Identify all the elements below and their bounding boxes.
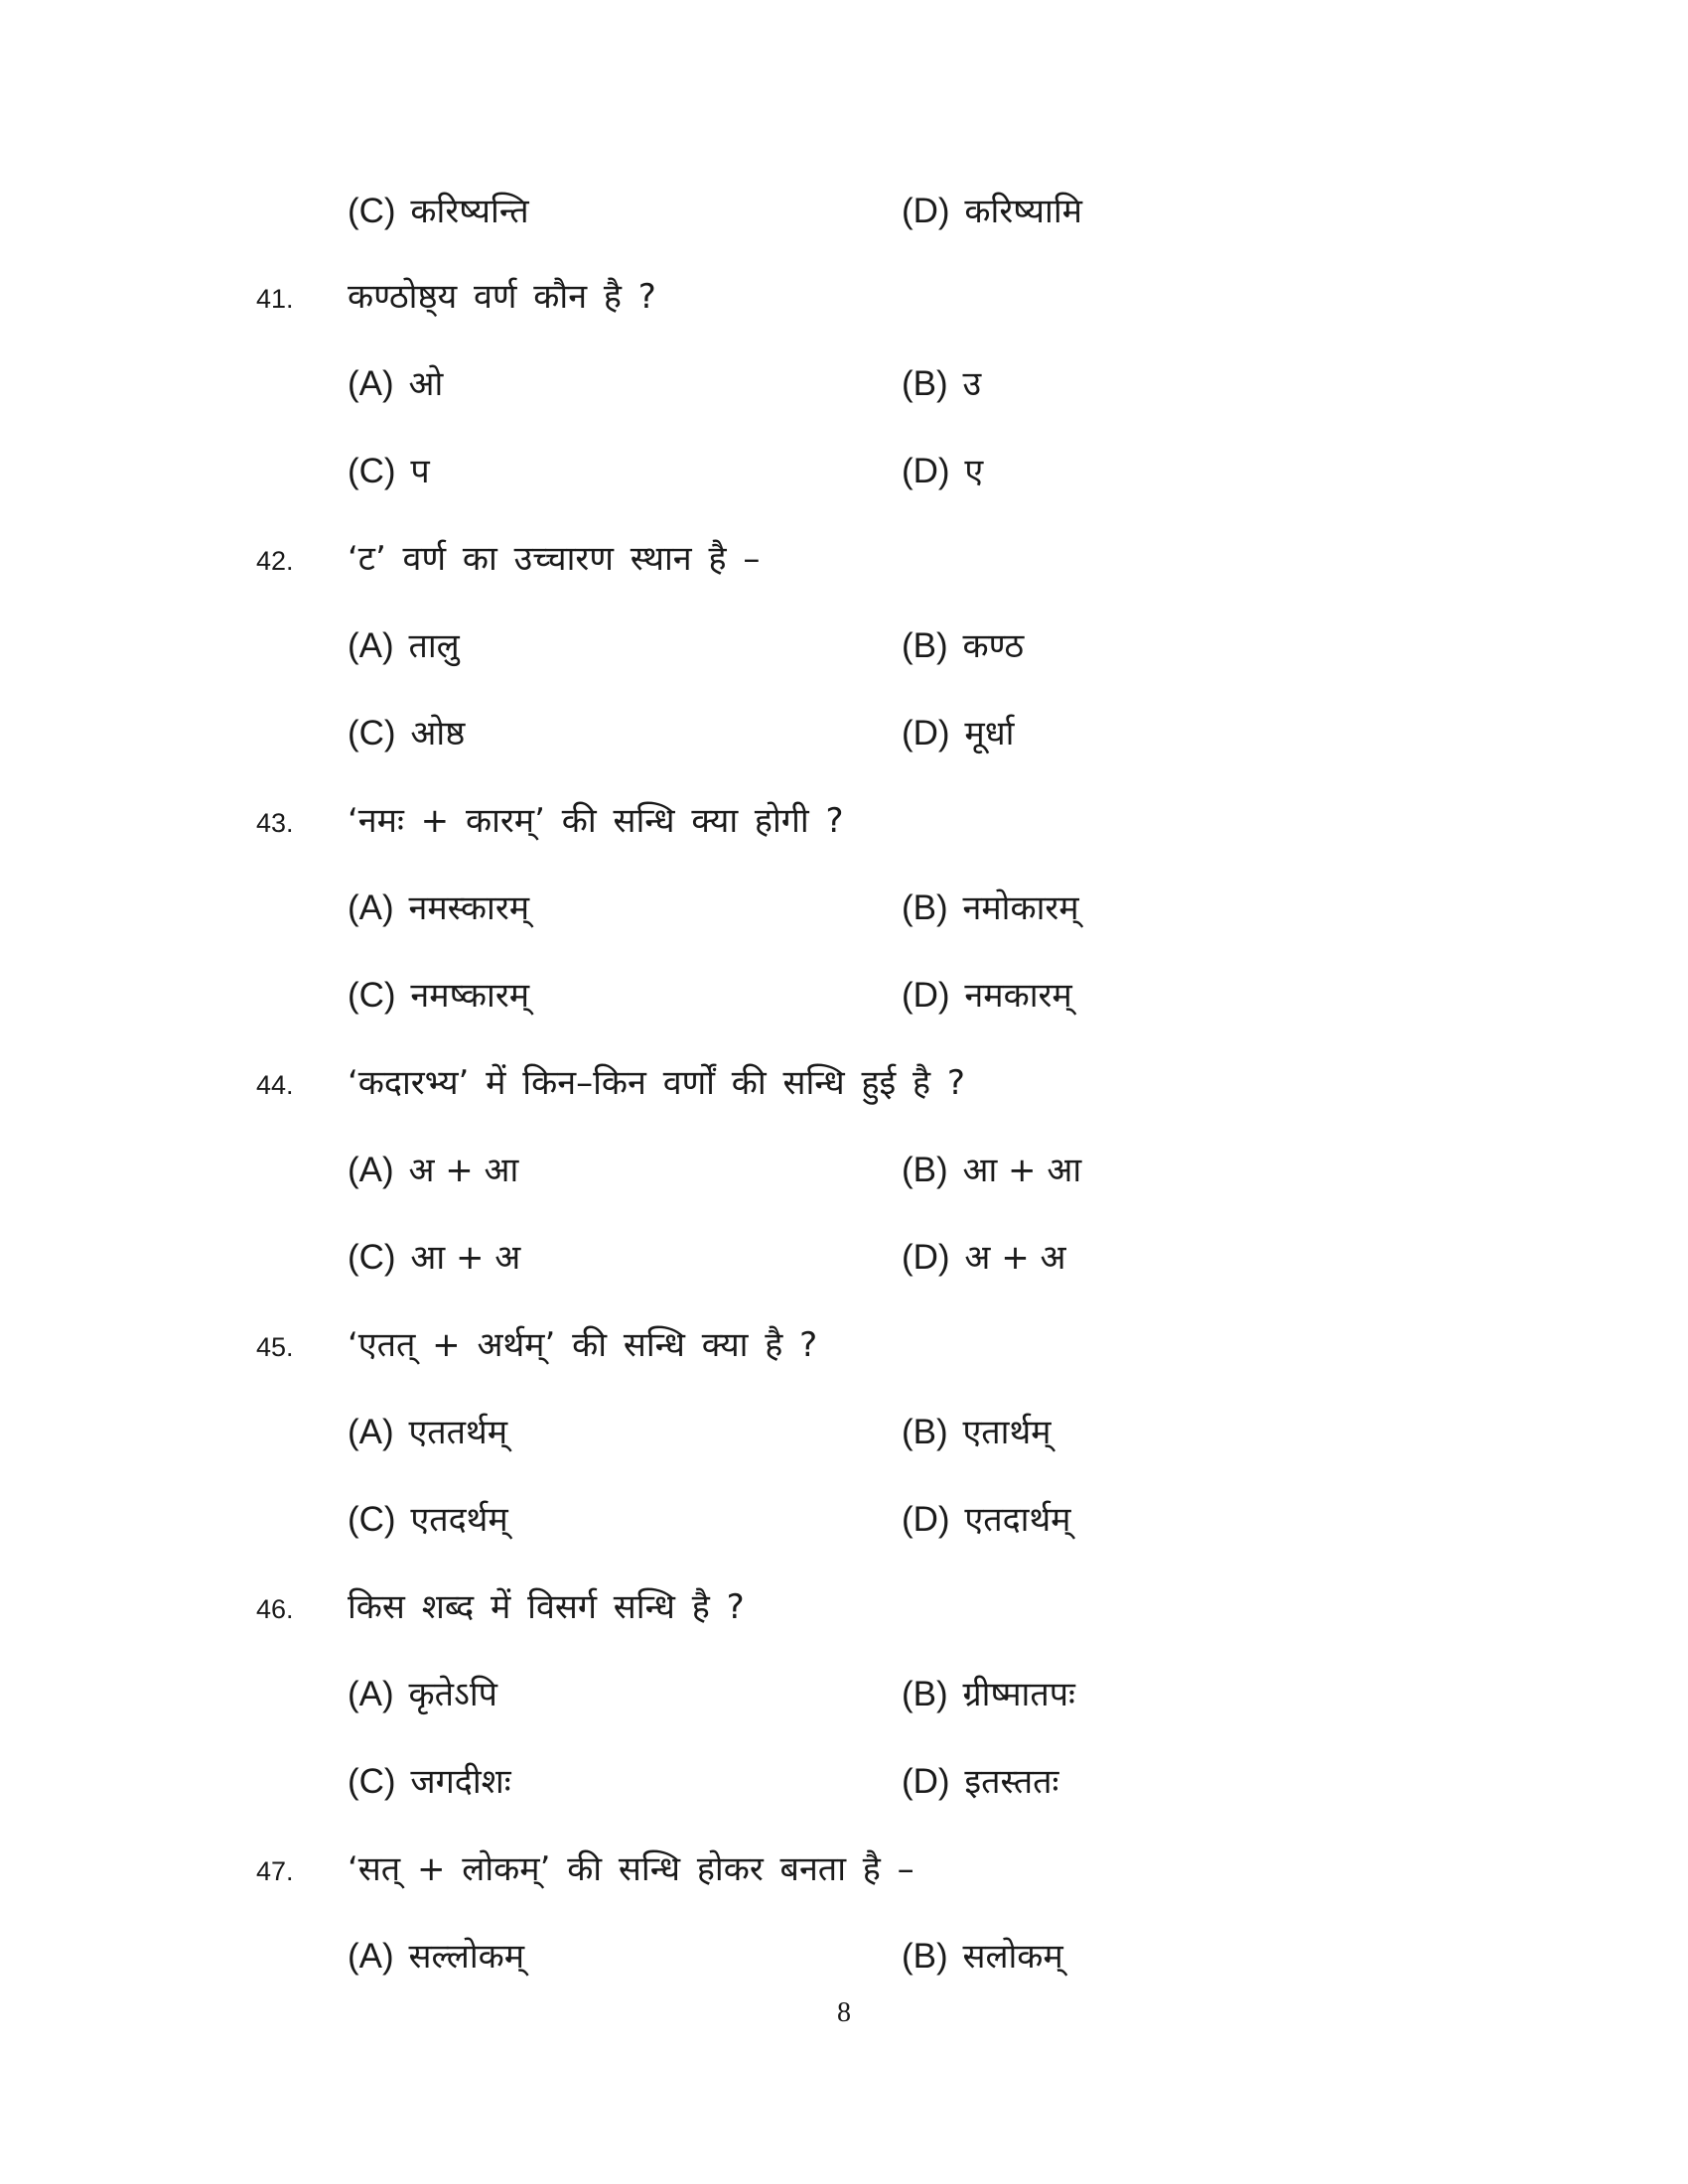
question-41 — [0, 272, 1688, 332]
option-label: (B) — [902, 364, 948, 403]
option-label: (D) — [902, 1762, 950, 1801]
question-number: 41. — [256, 284, 294, 314]
option-b — [902, 1932, 1063, 1978]
option-text: एततर्थम् — [408, 1413, 508, 1452]
options-row — [0, 1233, 1688, 1293]
option-text: एतदर्थम् — [410, 1500, 508, 1540]
question-text: ‘ट’ वर्ण का उच्चारण स्थान है – — [348, 539, 761, 579]
option-text: एतार्थम् — [962, 1413, 1052, 1452]
option-c — [348, 447, 430, 492]
option-c — [348, 709, 465, 754]
question-text: कण्ठोष्ठ्य वर्ण कौन है ? — [348, 277, 656, 317]
option-d — [902, 971, 1072, 1017]
question-text: ‘एतत् + अर्थम्’ की सन्धि क्या है ? — [348, 1325, 818, 1365]
option-label: (D) — [902, 976, 950, 1015]
question-text: ‘नमः + कारम्’ की सन्धि क्या होगी ? — [348, 801, 844, 841]
options-row — [0, 1495, 1688, 1555]
option-b — [902, 1670, 1075, 1715]
question-number: 46. — [256, 1594, 294, 1624]
option-label: (A) — [348, 1675, 394, 1713]
option-d — [902, 187, 1082, 232]
option-label: (C) — [348, 1500, 396, 1539]
option-a — [348, 621, 460, 667]
question-text: ‘कदारभ्य’ में किन–किन वर्णों की सन्धि हुई है ? — [348, 1063, 965, 1103]
option-b — [902, 884, 1079, 929]
option-label: (B) — [902, 1937, 948, 1976]
options-row — [0, 971, 1688, 1030]
option-text: इतस्ततः — [964, 1762, 1059, 1802]
option-label: (C) — [348, 452, 396, 490]
option-label: (C) — [348, 1762, 396, 1801]
option-text: नमोकारम् — [962, 888, 1079, 928]
option-label: (D) — [902, 714, 950, 752]
options-row — [0, 709, 1688, 768]
option-text: ग्रीष्मातपः — [962, 1675, 1075, 1714]
option-label: (A) — [348, 888, 394, 927]
option-text: तालु — [408, 626, 460, 666]
option-text: ओ — [408, 364, 444, 404]
option-text: कण्ठ — [962, 626, 1025, 666]
option-text: जगदीशः — [410, 1762, 511, 1802]
question-number: 45. — [256, 1332, 294, 1362]
option-c — [348, 1233, 520, 1279]
option-a — [348, 1146, 518, 1191]
option-a — [348, 884, 529, 929]
options-row — [0, 359, 1688, 419]
option-c — [348, 971, 529, 1017]
option-c — [348, 1495, 508, 1541]
option-label: (B) — [902, 626, 948, 665]
question-44 — [0, 1058, 1688, 1118]
option-label: (A) — [348, 1151, 394, 1189]
option-c — [348, 187, 529, 232]
option-label: (A) — [348, 626, 394, 665]
option-text: अ + अ — [964, 1238, 1066, 1278]
option-label: (A) — [348, 364, 394, 403]
option-text: करिष्यन्ति — [410, 192, 529, 231]
question-43 — [0, 796, 1688, 856]
option-b — [902, 621, 1024, 667]
question-45 — [0, 1320, 1688, 1380]
option-label: (D) — [902, 192, 950, 230]
option-a — [348, 1670, 497, 1715]
option-a — [348, 359, 443, 405]
option-label: (D) — [902, 1500, 950, 1539]
option-text: करिष्यामि — [964, 192, 1082, 231]
question-47 — [0, 1844, 1688, 1904]
option-d — [902, 1495, 1071, 1541]
option-text: अ + आ — [408, 1151, 519, 1190]
option-label: (B) — [902, 888, 948, 927]
option-label: (B) — [902, 1675, 948, 1713]
option-a — [348, 1408, 507, 1453]
question-number: 47. — [256, 1856, 294, 1886]
option-d — [902, 447, 983, 492]
option-d — [902, 1233, 1065, 1279]
option-label: (C) — [348, 192, 396, 230]
option-text: सल्लोकम् — [408, 1937, 525, 1977]
question-text: ‘सत् + लोकम्’ की सन्धि होकर बनता है – — [348, 1849, 914, 1889]
option-text: उ — [962, 364, 982, 404]
option-text: नमकारम् — [964, 976, 1072, 1016]
option-text: प — [410, 452, 430, 491]
option-text: आ + आ — [962, 1151, 1082, 1190]
option-label: (D) — [902, 452, 950, 490]
option-d — [902, 709, 1014, 754]
option-a — [348, 1932, 524, 1978]
option-text: नमस्कारम् — [408, 888, 530, 928]
option-label: (A) — [348, 1413, 394, 1451]
options-row — [0, 187, 1688, 246]
option-c — [348, 1757, 511, 1803]
options-row — [0, 447, 1688, 506]
question-46 — [0, 1582, 1688, 1642]
option-text: मूर्धा — [964, 714, 1015, 753]
option-b — [902, 1408, 1052, 1453]
option-text: कृतेऽपि — [408, 1675, 497, 1714]
question-text: किस शब्द में विसर्ग सन्धि है ? — [348, 1587, 745, 1627]
option-label: (C) — [348, 714, 396, 752]
page-number: 8 — [837, 1997, 851, 2028]
options-row — [0, 1146, 1688, 1205]
option-text: ओष्ठ — [410, 714, 466, 753]
options-row — [0, 621, 1688, 681]
options-row — [0, 1757, 1688, 1817]
option-text: सलोकम् — [962, 1937, 1063, 1977]
question-42 — [0, 534, 1688, 594]
question-number: 43. — [256, 808, 294, 838]
option-label: (C) — [348, 1238, 396, 1277]
options-row — [0, 884, 1688, 943]
options-row — [0, 1932, 1688, 1991]
options-row — [0, 1670, 1688, 1729]
option-d — [902, 1757, 1058, 1803]
question-number: 42. — [256, 546, 294, 576]
option-label: (B) — [902, 1151, 948, 1189]
option-label: (C) — [348, 976, 396, 1015]
question-number: 44. — [256, 1070, 294, 1100]
option-label: (B) — [902, 1413, 948, 1451]
options-row — [0, 1408, 1688, 1467]
option-b — [902, 359, 981, 405]
option-text: एतदार्थम् — [964, 1500, 1071, 1540]
option-label: (A) — [348, 1937, 394, 1976]
option-text: आ + अ — [410, 1238, 521, 1278]
option-text: नमष्कारम् — [410, 976, 530, 1016]
option-b — [902, 1146, 1081, 1191]
option-text: ए — [964, 452, 984, 491]
option-label: (D) — [902, 1238, 950, 1277]
